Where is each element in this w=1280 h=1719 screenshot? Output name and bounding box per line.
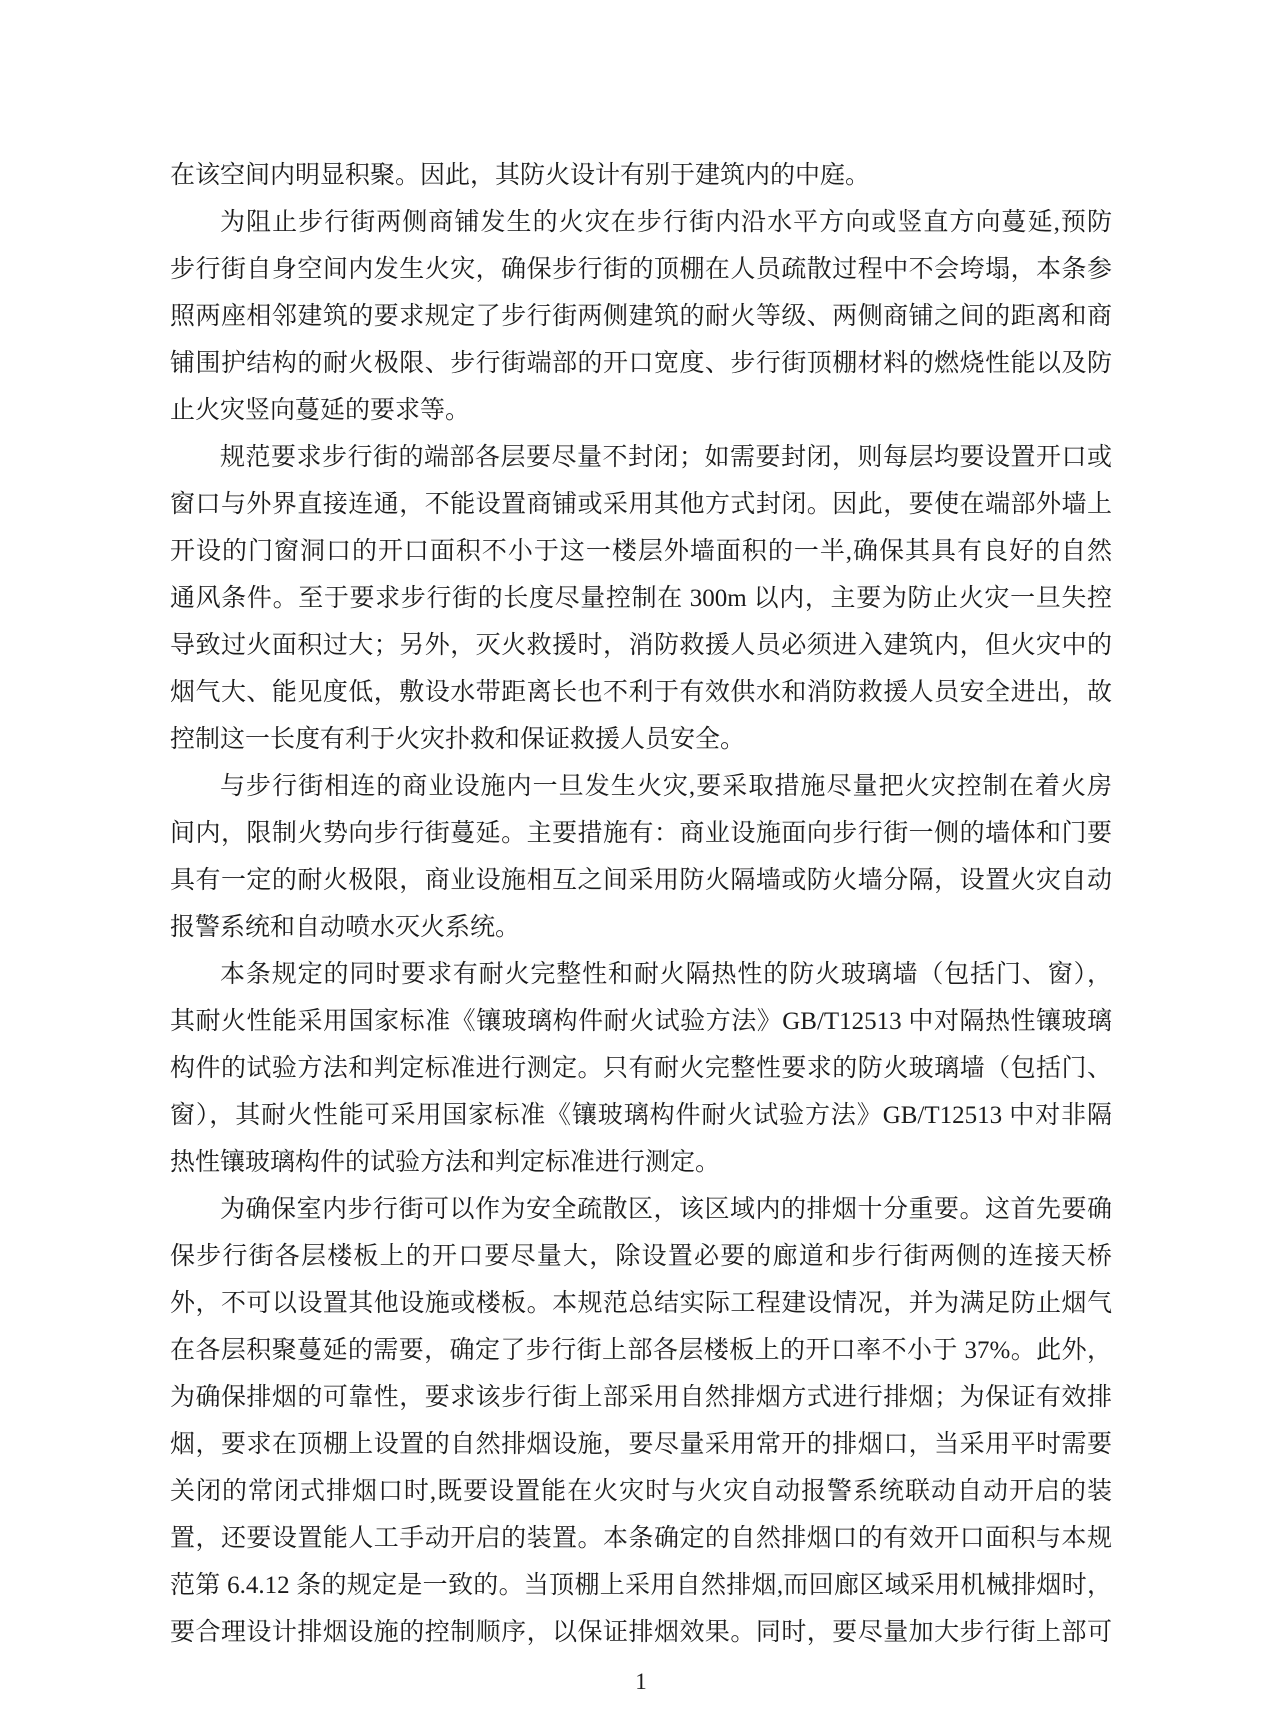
text-line: 照两座相邻建筑的要求规定了步行街两侧建筑的耐火等级、两侧商铺之间的距离和商 bbox=[170, 303, 1112, 330]
document-body bbox=[170, 152, 1112, 1656]
text-line: 本条规定的同时要求有耐火完整性和耐火隔热性的防火玻璃墙（包括门、窗）， bbox=[220, 961, 1112, 988]
text-line: 烟气大、能见度低，敷设水带距离长也不利于有效供水和消防救援人员安全进出，故 bbox=[170, 679, 1112, 706]
text-line: 外，不可以设置其他设施或楼板。本规范总结实际工程建设情况，并为满足防止烟气 bbox=[170, 1290, 1112, 1317]
text-line: 与步行街相连的商业设施内一旦发生火灾,要采取措施尽量把火灾控制在着火房 bbox=[220, 773, 1112, 800]
text-line: 规范要求步行街的端部各层要尽量不封闭；如需要封闭，则每层均要设置开口或 bbox=[220, 444, 1112, 471]
text-line: 窗），其耐火性能可采用国家标准《镶玻璃构件耐火试验方法》GB/T12513 中对非隔 bbox=[170, 1102, 1112, 1129]
text-line: 热性镶玻璃构件的试验方法和判定标准进行测定。 bbox=[170, 1149, 721, 1176]
text-line: 在该空间内明显积聚。因此，其防火设计有别于建筑内的中庭。 bbox=[170, 162, 871, 189]
text-line: 间内，限制火势向步行街蔓延。主要措施有：商业设施面向步行街一侧的墙体和门要 bbox=[170, 820, 1112, 847]
text-line: 范第 6.4.12 条的规定是一致的。当顶棚上采用自然排烟,而回廊区域采用机械排烟时， bbox=[170, 1572, 1112, 1599]
page-number: 1 bbox=[635, 1669, 647, 1694]
text-line: 置，还要设置能人工手动开启的装置。本条确定的自然排烟口的有效开口面积与本规 bbox=[170, 1525, 1112, 1552]
text-line: 为阻止步行街两侧商铺发生的火灾在步行街内沿水平方向或竖直方向蔓延,预防 bbox=[220, 209, 1112, 236]
text-line: 保步行街各层楼板上的开口要尽量大，除设置必要的廊道和步行街两侧的连接天桥 bbox=[170, 1243, 1112, 1270]
text-line: 窗口与外界直接连通，不能设置商铺或采用其他方式封闭。因此，要使在端部外墙上 bbox=[170, 491, 1112, 518]
text-line: 铺围护结构的耐火极限、步行街端部的开口宽度、步行街顶棚材料的燃烧性能以及防 bbox=[170, 350, 1112, 377]
text-line: 导致过火面积过大；另外，灭火救援时，消防救援人员必须进入建筑内，但火灾中的 bbox=[170, 632, 1112, 659]
text-line: 为确保排烟的可靠性，要求该步行街上部采用自然排烟方式进行排烟；为保证有效排 bbox=[170, 1384, 1112, 1411]
text-line: 控制这一长度有利于火灾扑救和保证救援人员安全。 bbox=[170, 726, 746, 753]
text-line: 具有一定的耐火极限，商业设施相互之间采用防火隔墙或防火墙分隔，设置火灾自动 bbox=[170, 867, 1112, 894]
text-line: 其耐火性能采用国家标准《镶玻璃构件耐火试验方法》GB/T12513 中对隔热性镶玻璃 bbox=[170, 1008, 1112, 1035]
text-line: 止火灾竖向蔓延的要求等。 bbox=[170, 397, 471, 424]
text-line: 为确保室内步行街可以作为安全疏散区，该区域内的排烟十分重要。这首先要确 bbox=[220, 1196, 1112, 1223]
text-line: 开设的门窗洞口的开口面积不小于这一楼层外墙面积的一半,确保其具有良好的自然 bbox=[170, 538, 1112, 565]
text-line: 构件的试验方法和判定标准进行测定。只有耐火完整性要求的防火玻璃墙（包括门、 bbox=[170, 1055, 1112, 1082]
text-line: 要合理设计排烟设施的控制顺序，以保证排烟效果。同时，要尽量加大步行街上部可 bbox=[170, 1619, 1112, 1646]
text-line: 报警系统和自动喷水灭火系统。 bbox=[170, 914, 521, 941]
text-line: 烟，要求在顶棚上设置的自然排烟设施，要尽量采用常开的排烟口，当采用平时需要 bbox=[170, 1431, 1112, 1458]
text-line: 关闭的常闭式排烟口时,既要设置能在火灾时与火灾自动报警系统联动自动开启的装 bbox=[170, 1478, 1112, 1505]
text-line: 在各层积聚蔓延的需要，确定了步行街上部各层楼板上的开口率不小于 37%。此外， bbox=[170, 1337, 1112, 1364]
text-line: 步行街自身空间内发生火灾，确保步行街的顶棚在人员疏散过程中不会垮塌，本条参 bbox=[170, 256, 1112, 283]
page-footer bbox=[170, 1658, 1112, 1705]
text-line: 通风条件。至于要求步行街的长度尽量控制在 300m 以内，主要为防止火灾一旦失控 bbox=[170, 585, 1112, 612]
